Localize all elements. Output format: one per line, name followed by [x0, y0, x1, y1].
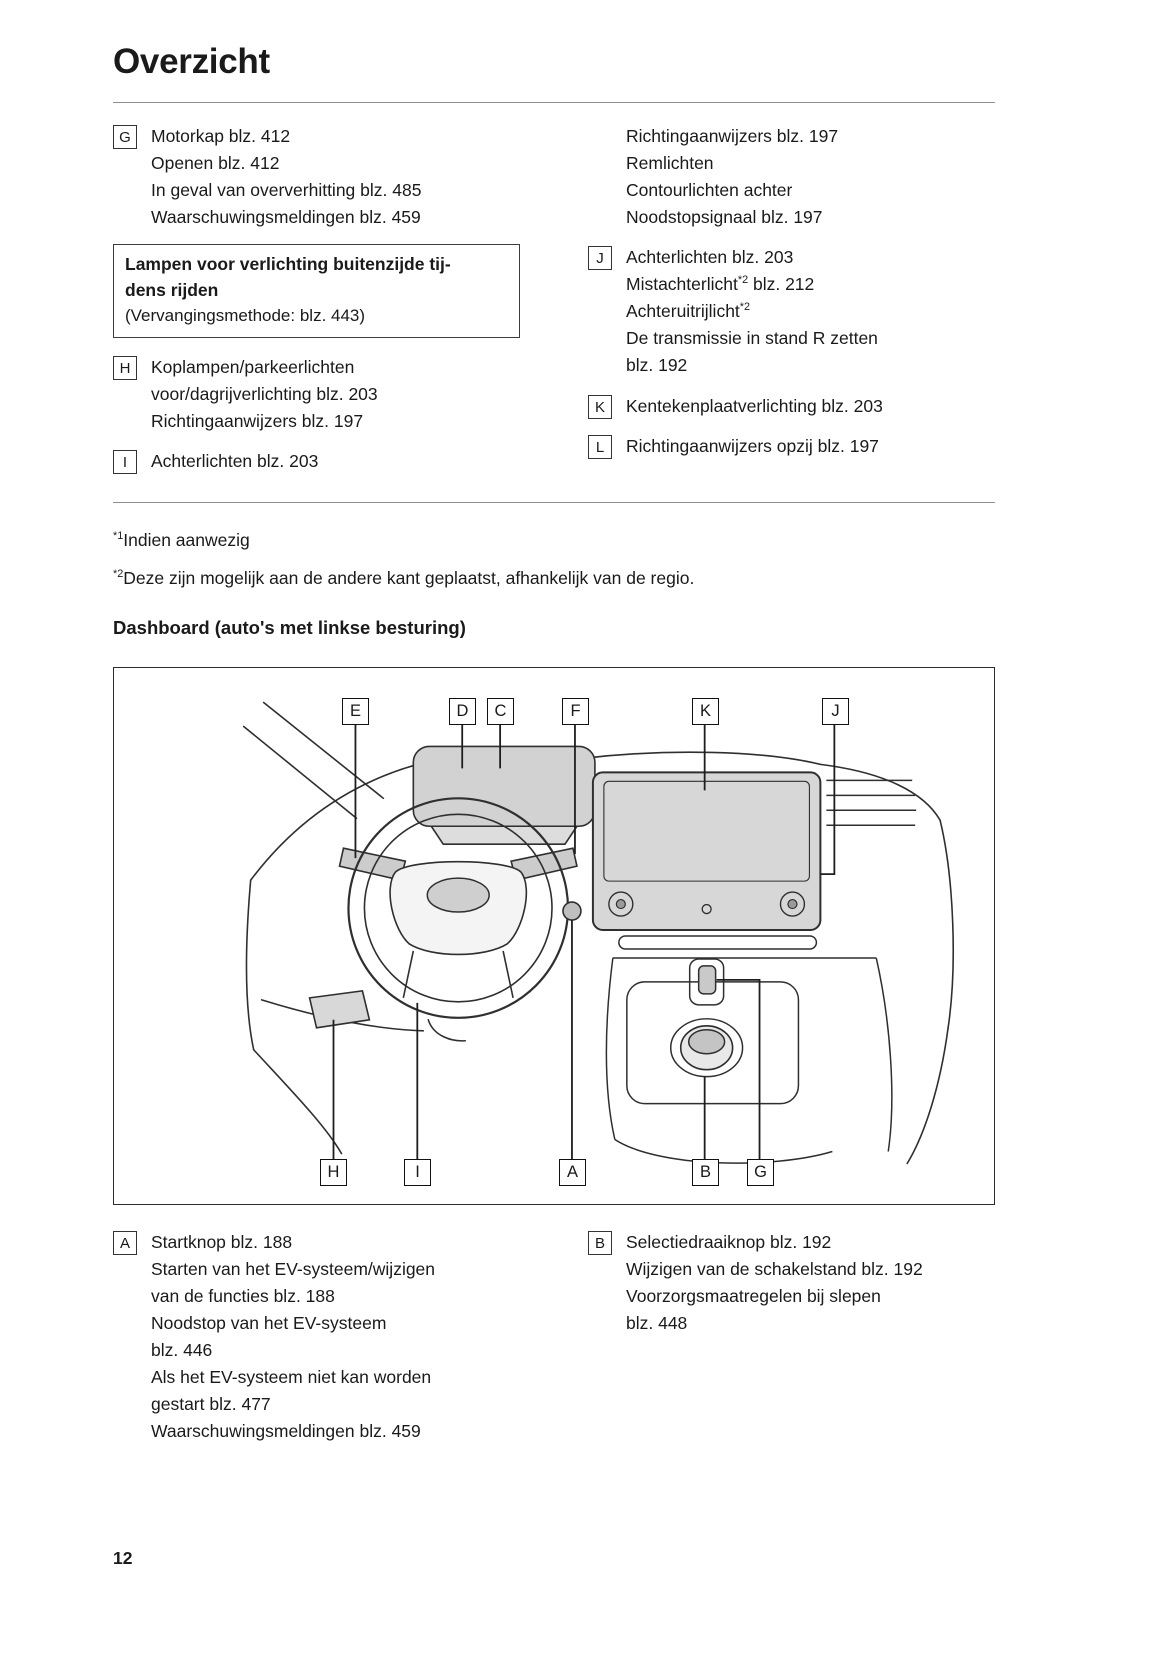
- console-button-shape: [699, 966, 716, 994]
- diagram-callout-g: G: [747, 1159, 774, 1186]
- callout-ref-k: K: [588, 395, 612, 419]
- legend-line: De transmissie in stand R zetten: [626, 328, 878, 348]
- footnotes: [113, 527, 995, 591]
- dashboard-section-heading: Dashboard (auto's met linkse besturing): [113, 617, 466, 638]
- center-console: [606, 936, 891, 1163]
- legend-continuation-block: [588, 123, 995, 231]
- legend-line: voor/dagrijverlichting blz. 203: [151, 384, 378, 404]
- legend-line: Remlichten: [626, 153, 714, 173]
- start-button-shape: [563, 902, 581, 920]
- legend-item-kentekenplaatverlichting: [588, 393, 995, 420]
- callout-ref-j: J: [588, 246, 612, 270]
- legend-line-text: blz. 212: [748, 274, 815, 294]
- legend-line: gestart blz. 477: [151, 1394, 271, 1414]
- interior-outline: [244, 703, 954, 1164]
- note-normal-line: (Vervangingsmethode: blz. 443): [125, 306, 366, 325]
- top-rule: [113, 102, 995, 103]
- legend-line: Waarschuwingsmeldingen blz. 459: [151, 1421, 421, 1441]
- legend-top-left-column: [113, 123, 520, 488]
- footnote-text: Deze zijn mogelijk aan de andere kant geplaatst, afhankelijk van de regio.: [123, 568, 695, 588]
- callout-ref-l: L: [588, 435, 612, 459]
- legend-top: [113, 123, 995, 488]
- diagram-callout-i: I: [404, 1159, 431, 1186]
- legend-line: Waarschuwingsmeldingen blz. 459: [151, 207, 421, 227]
- footnote-text: Indien aanwezig: [123, 530, 250, 550]
- legend-item-motorkap: [113, 123, 520, 231]
- legend-line: Richtingaanwijzers opzij blz. 197: [626, 436, 879, 456]
- legend-item-richtingaanwijzers-opzij: [588, 433, 995, 460]
- legend-line-text: Achteruitrijlicht: [626, 301, 740, 321]
- exterior-lights-note-box: [113, 244, 520, 338]
- legend-line: Achterlichten blz. 203: [626, 247, 794, 267]
- diagram-callout-a: A: [559, 1159, 586, 1186]
- diagram-callout-h: H: [320, 1159, 347, 1186]
- legend-line: Selectiedraaiknop blz. 192: [626, 1232, 832, 1252]
- legend-bottom-right-column: [588, 1229, 995, 1458]
- legend-item-koplampen: [113, 354, 520, 435]
- legend-item-achterlichten-j: [588, 244, 995, 379]
- footnote-1: [113, 527, 995, 553]
- diagram-callout-b: B: [692, 1159, 719, 1186]
- callout-ref-a: A: [113, 1231, 137, 1255]
- legend-line: [588, 271, 995, 298]
- legend-line: blz. 446: [151, 1340, 213, 1360]
- footnote-2: [113, 565, 995, 591]
- legend-line: Motorkap blz. 412: [151, 126, 291, 146]
- legend-line: Contourlichten achter: [626, 180, 793, 200]
- footnote-marker: *2: [737, 274, 749, 287]
- callout-ref-i: I: [113, 450, 137, 474]
- lower-left-panel: [310, 991, 370, 1028]
- diagram-callout-d: D: [449, 698, 476, 725]
- legend-line: Achterlichten blz. 203: [151, 451, 319, 471]
- legend-line: Als het EV-systeem niet kan worden: [151, 1367, 432, 1387]
- legend-line-text: Mistachterlicht: [626, 274, 738, 294]
- diagram-callout-c: C: [487, 698, 514, 725]
- legend-line: Koplampen/parkeerlichten: [151, 357, 355, 377]
- infotainment-screen: [593, 772, 820, 930]
- diagram-callout-e: E: [342, 698, 369, 725]
- legend-line: Starten van het EV-systeem/wijzigen: [151, 1259, 436, 1279]
- callout-ref-h: H: [113, 356, 137, 380]
- legend-item-achterlichten-i: [113, 448, 520, 475]
- legend-line: Richtingaanwijzers blz. 197: [626, 126, 839, 146]
- legend-line: Voorzorgsmaatregelen bij slepen: [626, 1286, 881, 1306]
- footnote-marker: *1: [113, 530, 124, 543]
- legend-line: blz. 448: [626, 1313, 688, 1333]
- legend-line: Richtingaanwijzers blz. 197: [151, 411, 364, 431]
- legend-item-startknop: [113, 1229, 520, 1445]
- diagram-callout-k: K: [692, 698, 719, 725]
- callout-ref-b: B: [588, 1231, 612, 1255]
- legend-line: In geval van oververhitting blz. 485: [151, 180, 422, 200]
- legend-line: van de functies blz. 188: [151, 1286, 335, 1306]
- legend-item-selectiedraaiknop: [588, 1229, 995, 1337]
- page-title: Overzicht: [113, 42, 270, 81]
- diagram-callout-j: J: [822, 698, 849, 725]
- footnote-marker: *2: [739, 301, 751, 314]
- note-bold-line: Lampen voor verlichting buitenzijde tij-: [125, 254, 451, 274]
- callout-ref-g: G: [113, 125, 137, 149]
- legend-bottom-left-column: [113, 1229, 520, 1458]
- legend-line: Noodstopsignaal blz. 197: [626, 207, 823, 227]
- legend-line: blz. 192: [626, 355, 688, 375]
- dashboard-diagram: [113, 667, 995, 1205]
- manual-page: [113, 0, 995, 1458]
- shift-dial: [681, 1026, 733, 1070]
- legend-line: Openen blz. 412: [151, 153, 280, 173]
- legend-bottom: [113, 1229, 995, 1458]
- dashboard-illustration: [114, 668, 994, 1204]
- note-bold-line: dens rijden: [125, 280, 219, 300]
- diagram-callout-f: F: [562, 698, 589, 725]
- legend-line: [588, 298, 995, 325]
- legend-line: Wijzigen van de schakelstand blz. 192: [626, 1259, 923, 1279]
- legend-top-right-column: [588, 123, 995, 488]
- legend-line: Kentekenplaatverlichting blz. 203: [626, 396, 883, 416]
- footnote-marker: *2: [113, 568, 124, 581]
- legend-line: Noodstop van het EV-systeem: [151, 1313, 387, 1333]
- page-number: 12: [113, 1548, 133, 1568]
- legend-line: Startknop blz. 188: [151, 1232, 293, 1252]
- middle-rule: [113, 502, 995, 503]
